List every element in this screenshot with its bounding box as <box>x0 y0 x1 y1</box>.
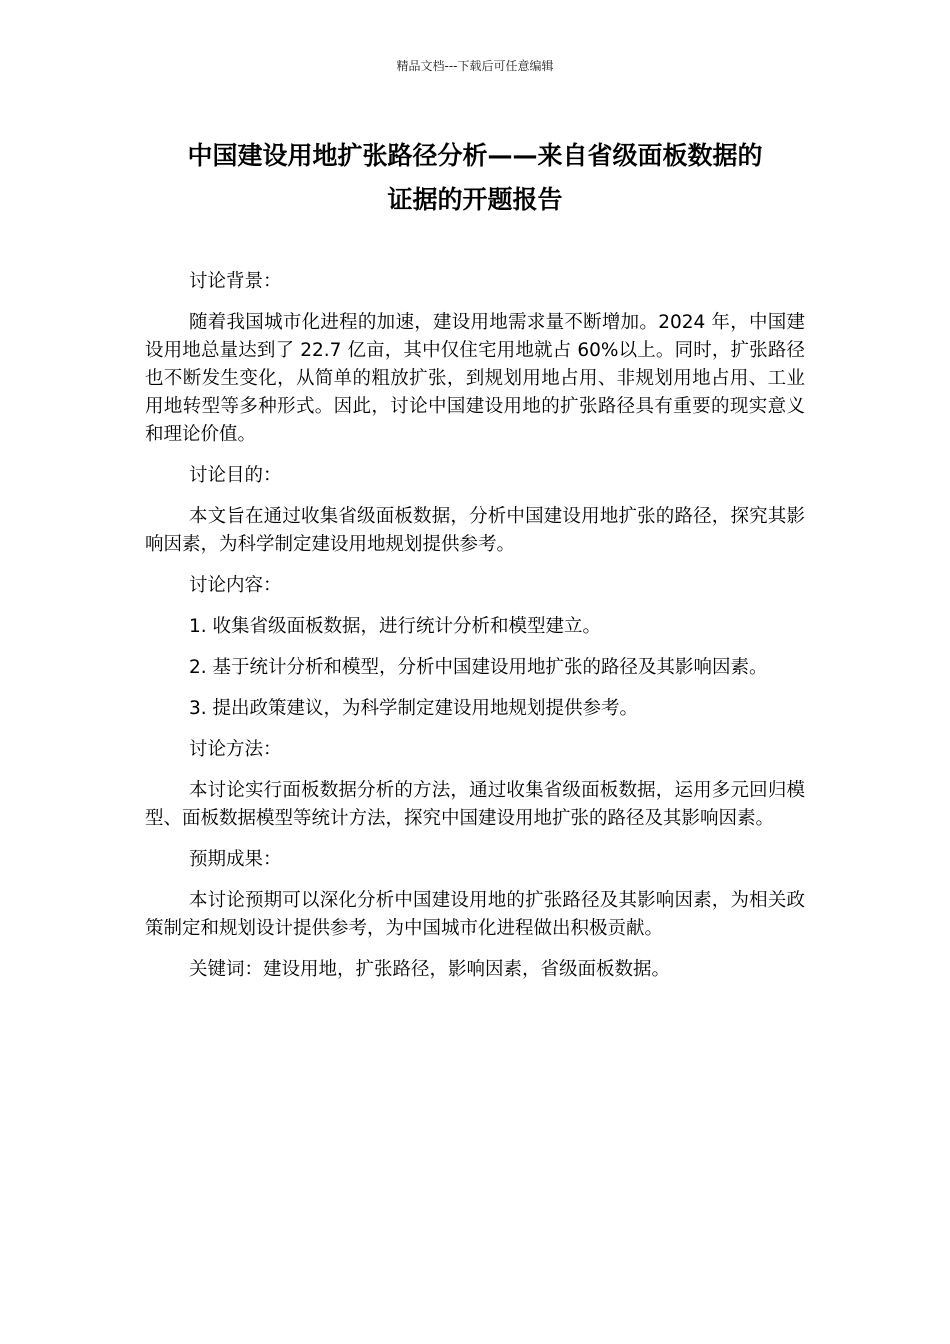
section-heading-results: 预期成果： <box>189 849 282 870</box>
paragraph-purpose: 本文旨在通过收集省级面板数据，分析中国建设用地扩张的路径，探究其影响因素，为科学制定建设用地规划提供参考。 <box>145 506 805 555</box>
content-item-1: 1. 收集省级面板数据，进行统计分析和模型建立。 <box>189 616 602 637</box>
section-heading-content: 讨论内容： <box>189 575 282 596</box>
content-item-3: 3. 提出政策建议，为科学制定建设用地规划提供参考。 <box>189 698 639 719</box>
paragraph-results: 本讨论预期可以深化分析中国建设用地的扩张路径及其影响因素，为相关政策制定和规划设计提供参考，为中国城市化进程做出积极贡献。 <box>145 890 805 939</box>
keywords: 关键词：建设用地，扩张路径，影响因素，省级面板数据。 <box>189 959 671 980</box>
section-heading-method: 讨论方法： <box>189 739 282 760</box>
title-line-1: 中国建设用地扩张路径分析——来自省级面板数据的 <box>187 141 763 170</box>
document-title <box>145 134 805 222</box>
section-heading-purpose: 讨论目的： <box>189 465 282 486</box>
page-header: 精品文档---下载后可任意编辑 <box>396 59 554 73</box>
document-body <box>145 268 805 997</box>
title-line-2: 证据的开题报告 <box>387 185 563 214</box>
paragraph-background: 随着我国城市化进程的加速，建设用地需求量不断增加。2024 年，中国建设用地总量达到了 22.7 亿亩，其中仅住宅用地就占 60%以上。同时，扩张路径也不断发生变化，从简单的粗放扩张，到规划用地占用、非规划用地占用、工业用地转型等多种形式。因此，讨论中国建设用地的扩张路径具有重要的现实意义和理论价值。 <box>145 312 805 445</box>
section-heading-background: 讨论背景： <box>189 271 282 292</box>
content-item-2: 2. 基于统计分析和模型，分析中国建设用地扩张的路径及其影响因素。 <box>189 657 768 678</box>
paragraph-method: 本讨论实行面板数据分析的方法，通过收集省级面板数据，运用多元回归模型、面板数据模型等统计方法，探究中国建设用地扩张的路径及其影响因素。 <box>145 780 805 829</box>
